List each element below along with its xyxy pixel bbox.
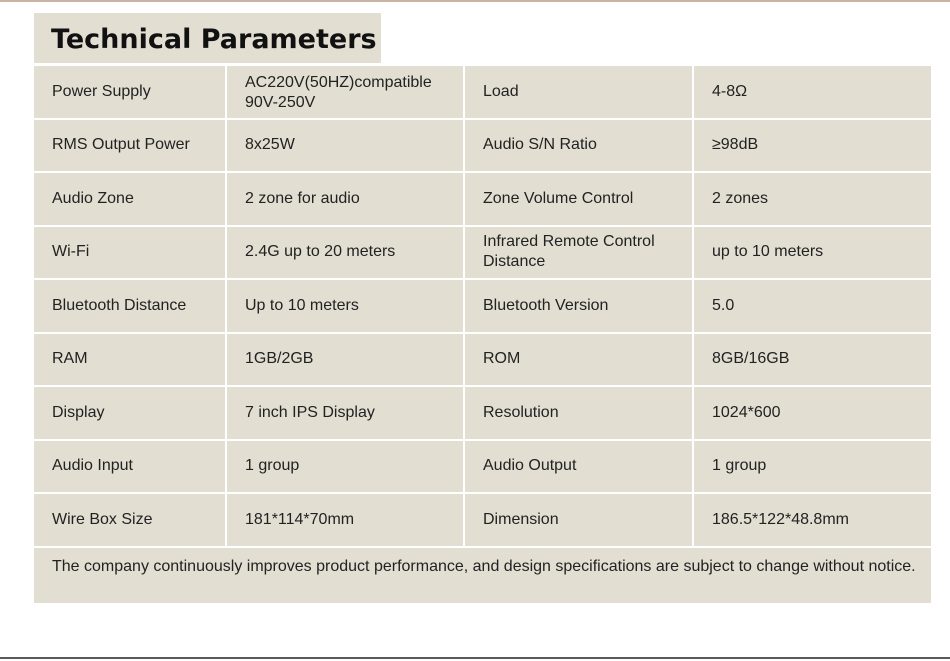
spec-value-audio-sn-ratio: ≥98dB: [694, 120, 931, 174]
spec-table: [34, 66, 931, 548]
spec-label-load: Load: [465, 66, 694, 120]
spec-label-wifi: Wi-Fi: [34, 227, 227, 281]
spec-value-power-supply: AC220V(50HZ)compatible 90V-250V: [227, 66, 465, 120]
spec-value-load: 4-8Ω: [694, 66, 931, 120]
page-title: Technical Parameters: [51, 24, 377, 55]
spec-label-audio-input: Audio Input: [34, 441, 227, 495]
spec-value-audio-zone: 2 zone for audio: [227, 173, 465, 227]
spec-label-resolution: Resolution: [465, 387, 694, 441]
spec-label-audio-sn-ratio: Audio S/N Ratio: [465, 120, 694, 174]
spec-label-ram: RAM: [34, 334, 227, 388]
spec-label-dimension: Dimension: [465, 494, 694, 548]
spec-value-rom: 8GB/16GB: [694, 334, 931, 388]
spec-value-dimension: 186.5*122*48.8mm: [694, 494, 931, 548]
spec-label-bluetooth-version: Bluetooth Version: [465, 280, 694, 334]
spec-value-bluetooth-distance: Up to 10 meters: [227, 280, 465, 334]
spec-label-rms-output-power: RMS Output Power: [34, 120, 227, 174]
spec-value-wire-box-size: 181*114*70mm: [227, 494, 465, 548]
spec-value-display: 7 inch IPS Display: [227, 387, 465, 441]
bottom-divider: [0, 657, 950, 659]
spec-value-wifi: 2.4G up to 20 meters: [227, 227, 465, 281]
disclaimer-note: The company continuously improves product performance, and design specifications are subject to change without notice.: [34, 548, 931, 603]
spec-label-rom: ROM: [465, 334, 694, 388]
title-banner: [34, 13, 381, 63]
spec-label-wire-box-size: Wire Box Size: [34, 494, 227, 548]
spec-label-zone-volume-control: Zone Volume Control: [465, 173, 694, 227]
spec-label-audio-zone: Audio Zone: [34, 173, 227, 227]
spec-value-resolution: 1024*600: [694, 387, 931, 441]
top-divider: [0, 0, 950, 2]
spec-value-zone-volume-control: 2 zones: [694, 173, 931, 227]
spec-value-ir-remote-distance: up to 10 meters: [694, 227, 931, 281]
spec-label-ir-remote-distance: Infrared Remote Control Distance: [465, 227, 694, 281]
spec-label-audio-output: Audio Output: [465, 441, 694, 495]
spec-value-audio-output: 1 group: [694, 441, 931, 495]
spec-value-bluetooth-version: 5.0: [694, 280, 931, 334]
spec-label-bluetooth-distance: Bluetooth Distance: [34, 280, 227, 334]
spec-label-power-supply: Power Supply: [34, 66, 227, 120]
spec-value-rms-output-power: 8x25W: [227, 120, 465, 174]
spec-label-display: Display: [34, 387, 227, 441]
spec-value-ram: 1GB/2GB: [227, 334, 465, 388]
spec-value-audio-input: 1 group: [227, 441, 465, 495]
